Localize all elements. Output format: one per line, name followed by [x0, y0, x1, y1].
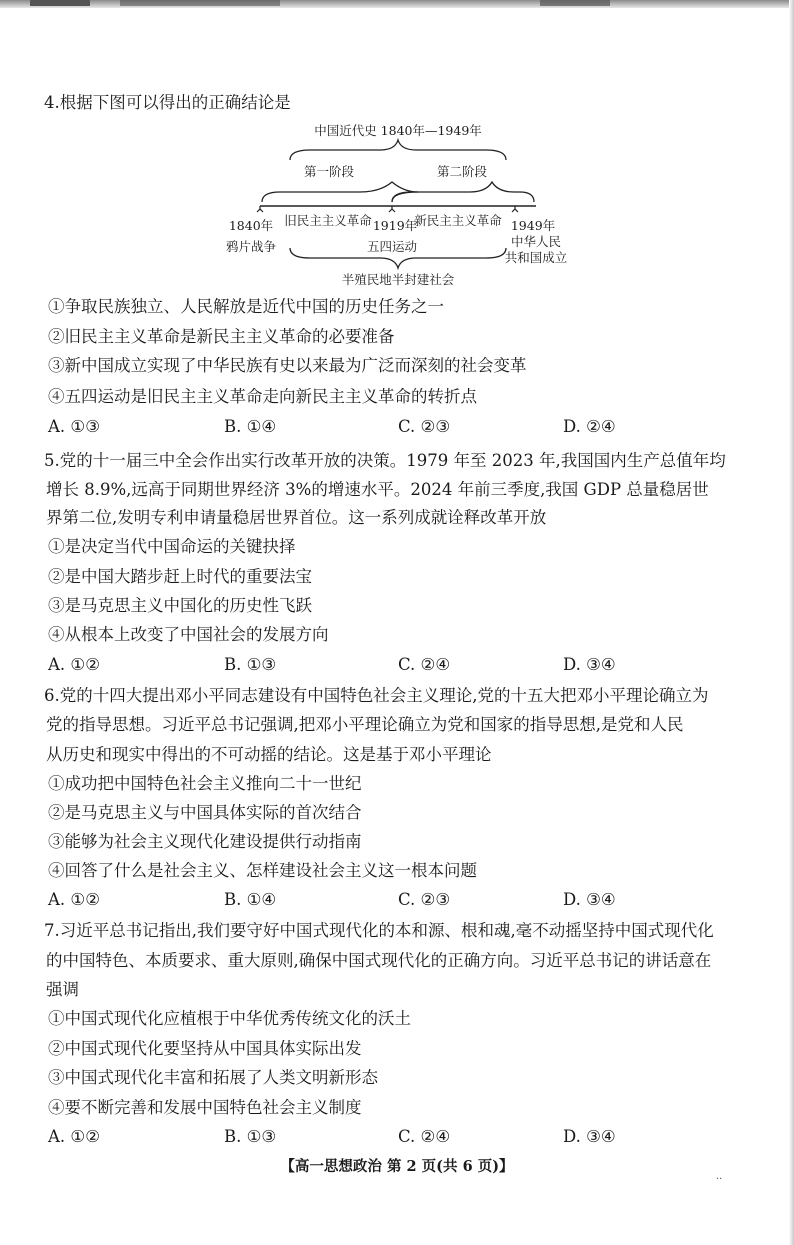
question-4-choice-b[interactable]: B. ①④: [224, 417, 277, 436]
question-5-option-2: ②是中国大踏步赶上时代的重要法宝: [48, 567, 312, 586]
tick-1919: [389, 206, 395, 212]
question-7-stem-line-3: 强调: [46, 980, 79, 999]
question-5-stem-line-2: 增长 8.9%,远高于同期世界经济 3%的增速水平。2024 年前三季度,我国 GDP 总量稳居世: [46, 480, 709, 499]
question-5-choice-b[interactable]: B. ①③: [224, 655, 277, 674]
question-7-stem-line-2: 的中国特色、本质要求、重大原则,确保中国式现代化的正确方向。习近平总书记的讲话意在: [46, 951, 712, 970]
page-footer: 【高一思想政治 第 2 页(共 6 页)】: [280, 1158, 514, 1175]
question-6-choice-c[interactable]: C. ②③: [398, 890, 451, 909]
question-7-choice-d[interactable]: D. ③④: [563, 1127, 616, 1146]
footer-mark: ··: [716, 1174, 723, 1185]
new-revolution-label: 新民主主义革命: [414, 213, 502, 228]
start-year: 1840年: [228, 218, 274, 233]
question-5-option-3: ③是马克思主义中国化的历史性飞跃: [48, 596, 312, 615]
question-7-option-2: ②中国式现代化要坚持从中国具体实际出发: [48, 1039, 362, 1058]
question-5-stem-line-1: 5.党的十一届三中全会作出实行改革开放的决策。1979 年至 2023 年,我国国内生产总值年均: [44, 451, 726, 470]
end-year: 1949年: [510, 218, 556, 233]
question-5-stem-line-3: 界第二位,发明专利申请量稳居世界首位。这一系列成就诠释改革开放: [46, 508, 547, 527]
end-event-line-2: 共和国成立: [504, 250, 568, 265]
end-event-line-1: 中华人民: [510, 234, 562, 249]
question-6-choice-a[interactable]: A. ①②: [48, 890, 100, 909]
question-5-choice-a[interactable]: A. ①②: [48, 655, 100, 674]
question-5-option-4: ④从根本上改变了中国社会的发展方向: [48, 625, 329, 644]
question-6-choice-d[interactable]: D. ③④: [563, 890, 616, 909]
question-6-stem-line-3: 从历史和现实中得出的不可动摇的结论。这是基于邓小平理论: [46, 745, 492, 764]
question-7-option-4: ④要不断完善和发展中国特色社会主义制度: [48, 1098, 362, 1117]
question-4-option-2: ②旧民主主义革命是新民主主义革命的必要准备: [48, 327, 395, 346]
brace-stage-2: [392, 182, 534, 202]
question-4-choice-c[interactable]: C. ②③: [398, 417, 451, 436]
timeline-title: 中国近代史 1840年—1949年: [314, 123, 482, 138]
question-7-option-3: ③中国式现代化丰富和拓展了人类文明新形态: [48, 1068, 378, 1087]
question-7-option-1: ①中国式现代化应植根于中华优秀传统文化的沃土: [48, 1009, 411, 1028]
question-6-stem-line-1: 6.党的十四大提出邓小平同志建设有中国特色社会主义理论,党的十五大把邓小平理论确立为: [44, 686, 709, 705]
question-7-choice-b[interactable]: B. ①③: [224, 1127, 277, 1146]
question-5-choice-c[interactable]: C. ②④: [398, 655, 451, 674]
question-6-option-1: ①成功把中国特色社会主义推向二十一世纪: [48, 774, 362, 793]
question-7-choice-c[interactable]: C. ②④: [398, 1127, 451, 1146]
question-6-choices: [48, 889, 688, 911]
question-6-option-3: ③能够为社会主义现代化建设提供行动指南: [48, 832, 362, 851]
question-4-stem: 4.根据下图可以得出的正确结论是: [44, 93, 291, 112]
question-4-option-3: ③新中国成立实现了中华民族有史以来最为广泛而深刻的社会变革: [48, 356, 527, 375]
mid-year: 1919年: [372, 218, 418, 233]
question-4-choice-d[interactable]: D. ②④: [563, 417, 616, 436]
mid-event: 五四运动: [366, 239, 418, 254]
question-6-option-4: ④回答了什么是社会主义、怎样建设社会主义这一根本问题: [48, 861, 477, 880]
question-4-option-1: ①争取民族独立、人民解放是近代中国的历史任务之一: [48, 297, 444, 316]
question-7-choices: [48, 1126, 688, 1148]
question-4-choices: [48, 416, 688, 438]
stage-2-label: 第二阶段: [436, 164, 488, 179]
question-5-choice-d[interactable]: D. ③④: [563, 655, 616, 674]
start-event: 鸦片战争: [225, 239, 277, 254]
question-7-stem-line-1: 7.习近平总书记指出,我们要守好中国式现代化的本和源、根和魂,毫不动摇坚持中国式现代化: [44, 921, 714, 940]
question-6-choice-b[interactable]: B. ①④: [224, 890, 277, 909]
question-7-choice-a[interactable]: A. ①②: [48, 1127, 100, 1146]
history-timeline-diagram: [220, 118, 590, 290]
question-5-option-1: ①是决定当代中国命运的关键抉择: [48, 537, 296, 556]
society-label: 半殖民地半封建社会: [341, 272, 455, 287]
question-4-choice-a[interactable]: A. ①③: [48, 417, 100, 436]
tick-1840: [257, 206, 263, 212]
question-6-option-2: ②是马克思主义与中国具体实际的首次结合: [48, 803, 362, 822]
brace-modern-history: [290, 140, 506, 160]
old-revolution-label: 旧民主主义革命: [284, 213, 372, 228]
brace-stage-1: [262, 182, 418, 202]
question-6-stem-line-2: 党的指导思想。习近平总书记强调,把邓小平理论确立为党和国家的指导思想,是党和人民: [46, 715, 684, 734]
tick-1949: [512, 206, 518, 212]
stage-1-label: 第一阶段: [303, 164, 355, 179]
question-4-option-4: ④五四运动是旧民主主义革命走向新民主主义革命的转折点: [48, 387, 477, 406]
question-5-choices: [48, 654, 688, 676]
